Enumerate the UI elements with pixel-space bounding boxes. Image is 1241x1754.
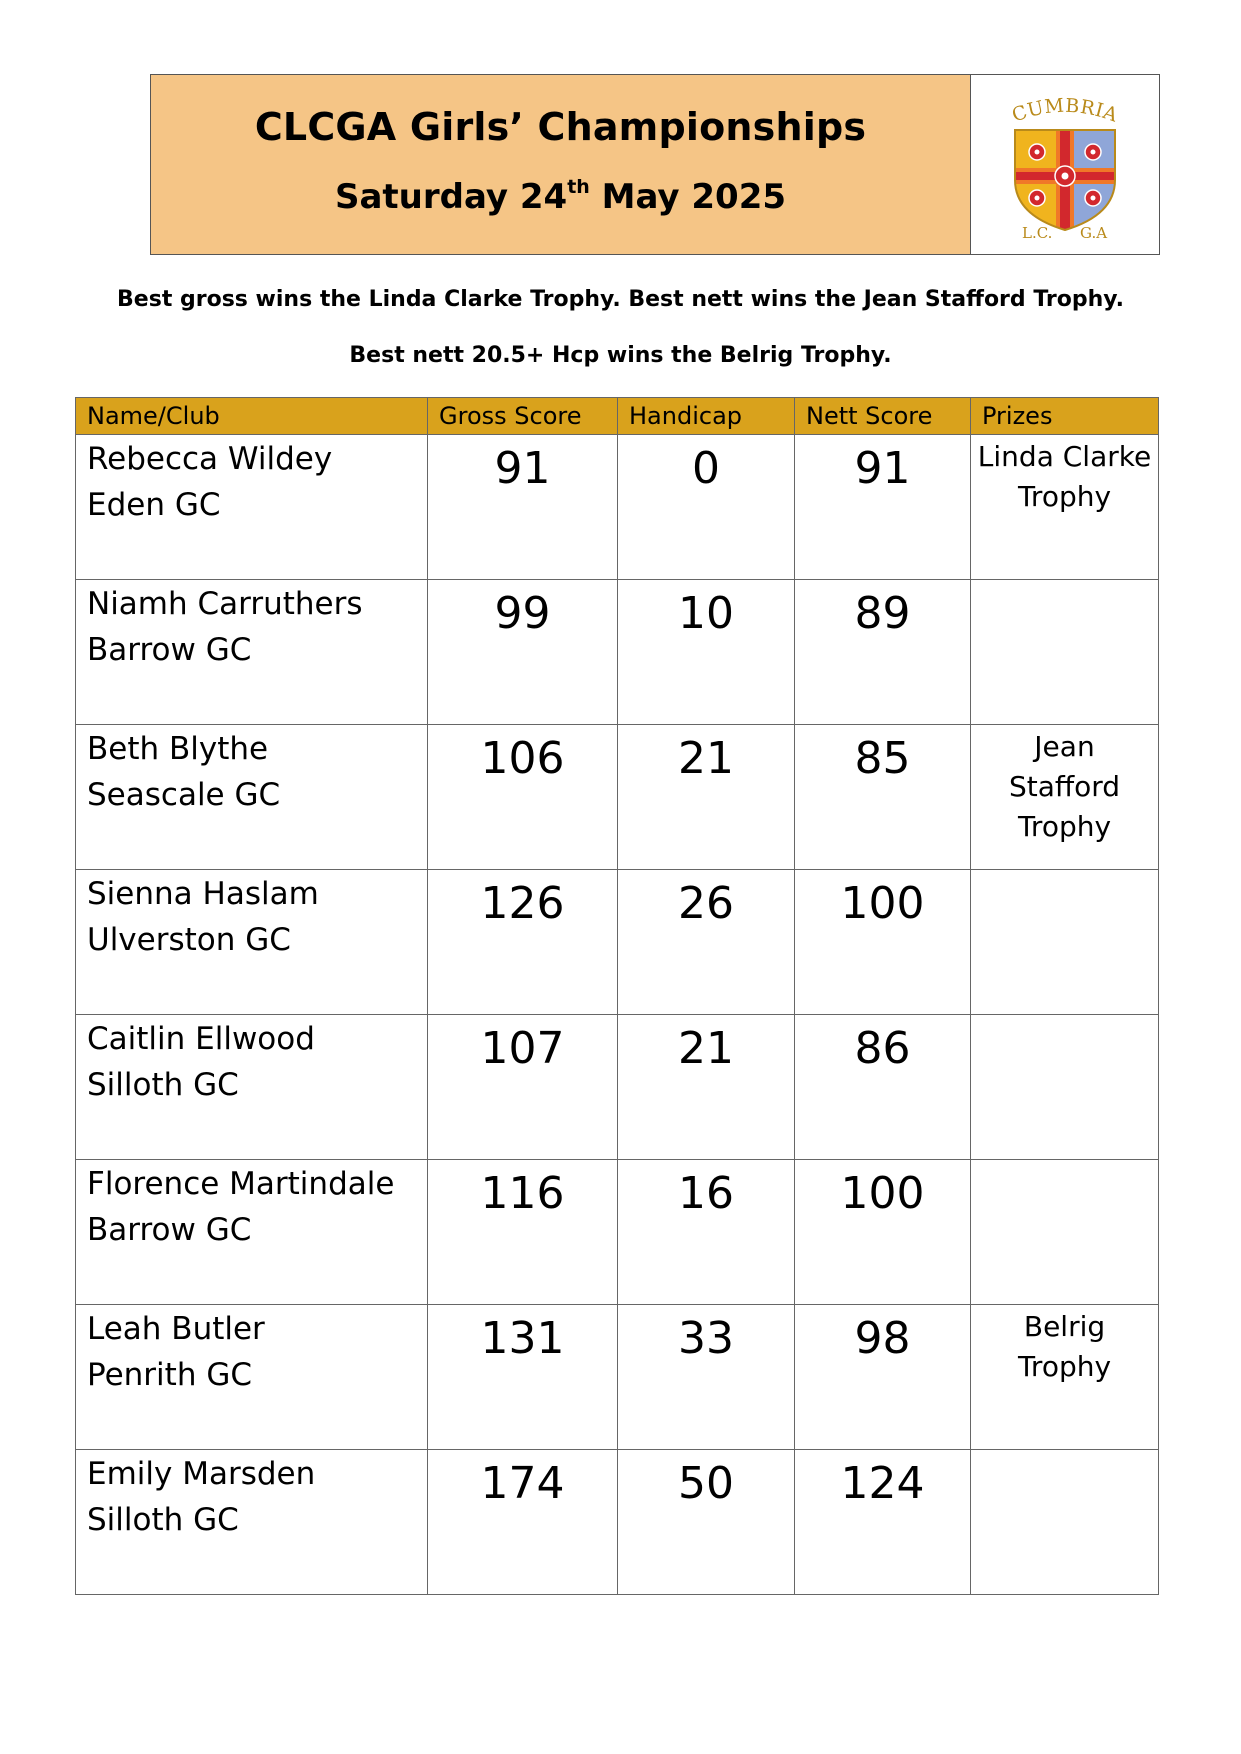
prize-cell [971,1015,1159,1160]
player-cell [76,1160,428,1305]
prize-cell [971,1305,1159,1450]
player-name: Rebecca Wildey [87,441,333,477]
gross-score-cell: 116 [428,1160,618,1305]
player-name: Niamh Carruthers [87,586,363,622]
trophy-info-line-2: Best nett 20.5+ Hcp wins the Belrig Trophy. [349,343,892,368]
gross-score-cell: 131 [428,1305,618,1450]
prize-text-line: Trophy [1017,810,1112,843]
nett-score-cell: 124 [795,1450,971,1595]
column-header-nett-score: Nett Score [795,398,971,435]
column-header-name-club: Name/Club [76,398,428,435]
prize-cell [971,725,1159,870]
player-cell [76,1450,428,1595]
date-suffix: May 2025 [589,177,787,217]
player-cell [76,1305,428,1450]
cumbria-lcga-crest-icon [1000,90,1130,240]
nett-score-cell: 85 [795,725,971,870]
player-name: Leah Butler [87,1311,265,1347]
prize-cell [971,435,1159,580]
player-club: Ulverston GC [87,922,291,958]
handicap-cell: 50 [618,1450,795,1595]
date-ordinal: th [567,176,590,198]
table-row [76,1305,1159,1450]
player-club: Barrow GC [87,632,252,668]
player-cell [76,580,428,725]
prize-cell [971,870,1159,1015]
nett-score-cell: 100 [795,1160,971,1305]
prize-text-line: Trophy [1017,480,1112,513]
table-header-row [76,398,1159,435]
table-row [76,1015,1159,1160]
logo-cell [971,75,1159,254]
table-row [76,580,1159,725]
prize-text-line: Jean [1034,730,1095,763]
nett-score-cell: 98 [795,1305,971,1450]
player-club: Penrith GC [87,1357,252,1393]
svg-text:CUMBRIA [1009,94,1121,126]
header-box [150,74,1160,255]
nett-score-cell: 100 [795,870,971,1015]
player-name: Florence Martindale [87,1166,395,1202]
player-club: Silloth GC [87,1067,239,1103]
prize-text-line: Stafford [1008,770,1121,803]
gross-score-cell: 107 [428,1015,618,1160]
handicap-cell: 33 [618,1305,795,1450]
header-title-cell [151,75,971,254]
player-cell [76,725,428,870]
page-title: CLCGA Girls’ Championships [254,105,867,149]
handicap-cell: 10 [618,580,795,725]
prize-text-line: Belrig [1023,1310,1106,1343]
crest-bottom-left-text: L.C. [1022,223,1053,240]
player-name: Emily Marsden [87,1456,316,1492]
gross-score-cell: 91 [428,435,618,580]
handicap-cell: 21 [618,725,795,870]
gross-score-cell: 126 [428,870,618,1015]
nett-score-cell: 86 [795,1015,971,1160]
prize-text-line: Trophy [1017,1350,1112,1383]
column-header-handicap: Handicap [618,398,795,435]
player-club: Seascale GC [87,777,281,813]
results-body [76,435,1159,1595]
player-club: Barrow GC [87,1212,252,1248]
date-prefix: Saturday 24 [334,177,568,217]
handicap-cell: 21 [618,1015,795,1160]
trophy-info-line-1: Best gross wins the Linda Clarke Trophy. Best nett wins the Jean Stafford Trophy. [117,287,1124,312]
player-cell [76,1015,428,1160]
handicap-cell: 26 [618,870,795,1015]
crest-bottom-right-text: G.A [1080,223,1108,240]
prize-cell [971,1450,1159,1595]
table-row [76,870,1159,1015]
player-name: Caitlin Ellwood [87,1021,315,1057]
player-name: Beth Blythe [87,731,269,767]
column-header-gross-score: Gross Score [428,398,618,435]
table-row [76,435,1159,580]
column-header-prizes: Prizes [971,398,1159,435]
handicap-cell: 0 [618,435,795,580]
handicap-cell: 16 [618,1160,795,1305]
player-club: Eden GC [87,487,221,523]
gross-score-cell: 174 [428,1450,618,1595]
gross-score-cell: 99 [428,580,618,725]
nett-score-cell: 89 [795,580,971,725]
prize-cell [971,580,1159,725]
prize-text-line: Linda Clarke [977,440,1152,473]
prize-cell [971,1160,1159,1305]
nett-score-cell: 91 [795,435,971,580]
crest-top-text: CUMBRIA [1009,94,1121,127]
event-date [151,177,970,217]
table-row [76,725,1159,870]
results-table [75,397,1159,1595]
player-name: Sienna Haslam [87,876,319,912]
gross-score-cell: 106 [428,725,618,870]
player-club: Silloth GC [87,1502,239,1538]
player-cell [76,435,428,580]
table-row [76,1160,1159,1305]
player-cell [76,870,428,1015]
table-row [76,1450,1159,1595]
